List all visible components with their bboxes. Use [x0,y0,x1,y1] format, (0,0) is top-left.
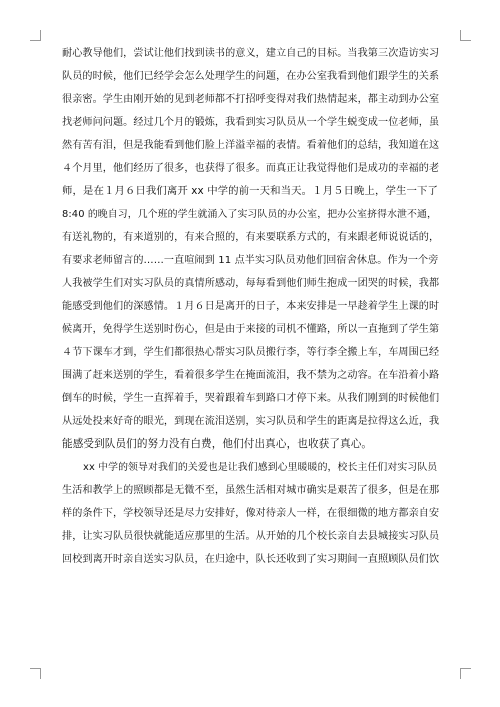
body-text [62,42,440,571]
text-line: 能感受到队员们的努力没有白费，他们付出真心，也收获了真心。 [62,438,373,450]
crop-mark-top-left [30,30,41,41]
text-line: 排，让实习队员很快就能适应那里的生活。从开始的几个校长亲自去县城接实习队员 [62,531,440,542]
text-line: 找老师问问题。经过几个月的锻炼，我看到实习队员从一个学生蜕变成一位老师，虽 [62,117,440,128]
crop-mark-bottom-right [460,668,471,679]
text-line: 有要求老师留言的……一直喧闹到 11 点半实习队员劝他们回宿舍休息。作为一个旁 [62,255,439,266]
text-line: 围满了赶来送别的学生，看着很多学生在掩面流泪，我不禁为之动容。在车沿着小路 [62,370,440,381]
text-line: 然有苦有泪，但是我能看到他们脸上洋溢幸福的表情。看着他们的总结，我知道在这 [62,140,440,151]
crop-mark-bottom-left [30,668,41,679]
text-line: 耐心教导他们，尝试让他们找到读书的意义，建立自己的目标。当我第三次造访实习 [62,48,440,59]
text-line: 倒车的时候，学生一直挥着手，哭着跟着车到路口才停下来。从我们刚到的时候他们 [62,393,440,404]
text-line: 候离开，免得学生送别时伤心，但是由于来接的司机不懂路，所以一直拖到了学生第 [62,324,440,335]
crop-mark-top-right [460,30,471,41]
text-line: 回校到离开时亲自送实习队员，在归途中，队长还收到了实习期间一直照顾队员们饮 [62,554,440,565]
text-line: 很亲密。学生由刚开始的见到老师都不打招呼变得对我们热情起来，都主动到办公室 [62,94,440,105]
text-line: 从远处投来好奇的眼光，到现在流泪送别，实习队员和学生的距离是拉得这么近，我 [62,416,440,427]
text-line: 队员的时候，他们已经学会怎么处理学生的问题，在办公室我看到他们跟学生的关系 [62,71,440,82]
text-line: 8:40 的晚自习，几个班的学生就涌入了实习队员的办公室，把办公室挤得水泄不通， [62,209,437,220]
text-line: 人我被学生们对实习队员的真情所感动，每每看到他们师生抱成一团哭的时候，我都 [62,278,440,289]
text-line: 样的条件下，学校领导还是尽力安排好，像对待亲人一样，在很细微的地方都亲自安 [62,508,440,519]
text-line: 能感受到他们的深感情。１月６日是离开的日子，本来安排是一早趁着学生上课的时 [62,301,440,312]
text-line: xx 中学的领导对我们的关爱也是让我们感到心里暖暖的，校长主任们对实习队员 [83,462,438,473]
text-line: ４个月里，他们经历了很多，也获得了很多。而真正让我觉得他们是成功的幸福的老 [62,163,440,174]
text-line: 师，是在１月６日我们离开 xx 中学的前一天和当天。１月５日晚上，学生一下了 [62,185,438,197]
text-line: 有送礼物的，有来道别的，有来合照的，有来要联系方式的，有来跟老师说说话的， [62,232,440,243]
text-line: ４节下课车才到，学生们都很热心帮实习队员搬行李，等行李全搬上车，车周围已经 [62,347,440,358]
text-line: 生活和教学上的照顾都是无微不至，虽然生活相对城市确实是艰苦了很多，但是在那 [62,485,440,496]
